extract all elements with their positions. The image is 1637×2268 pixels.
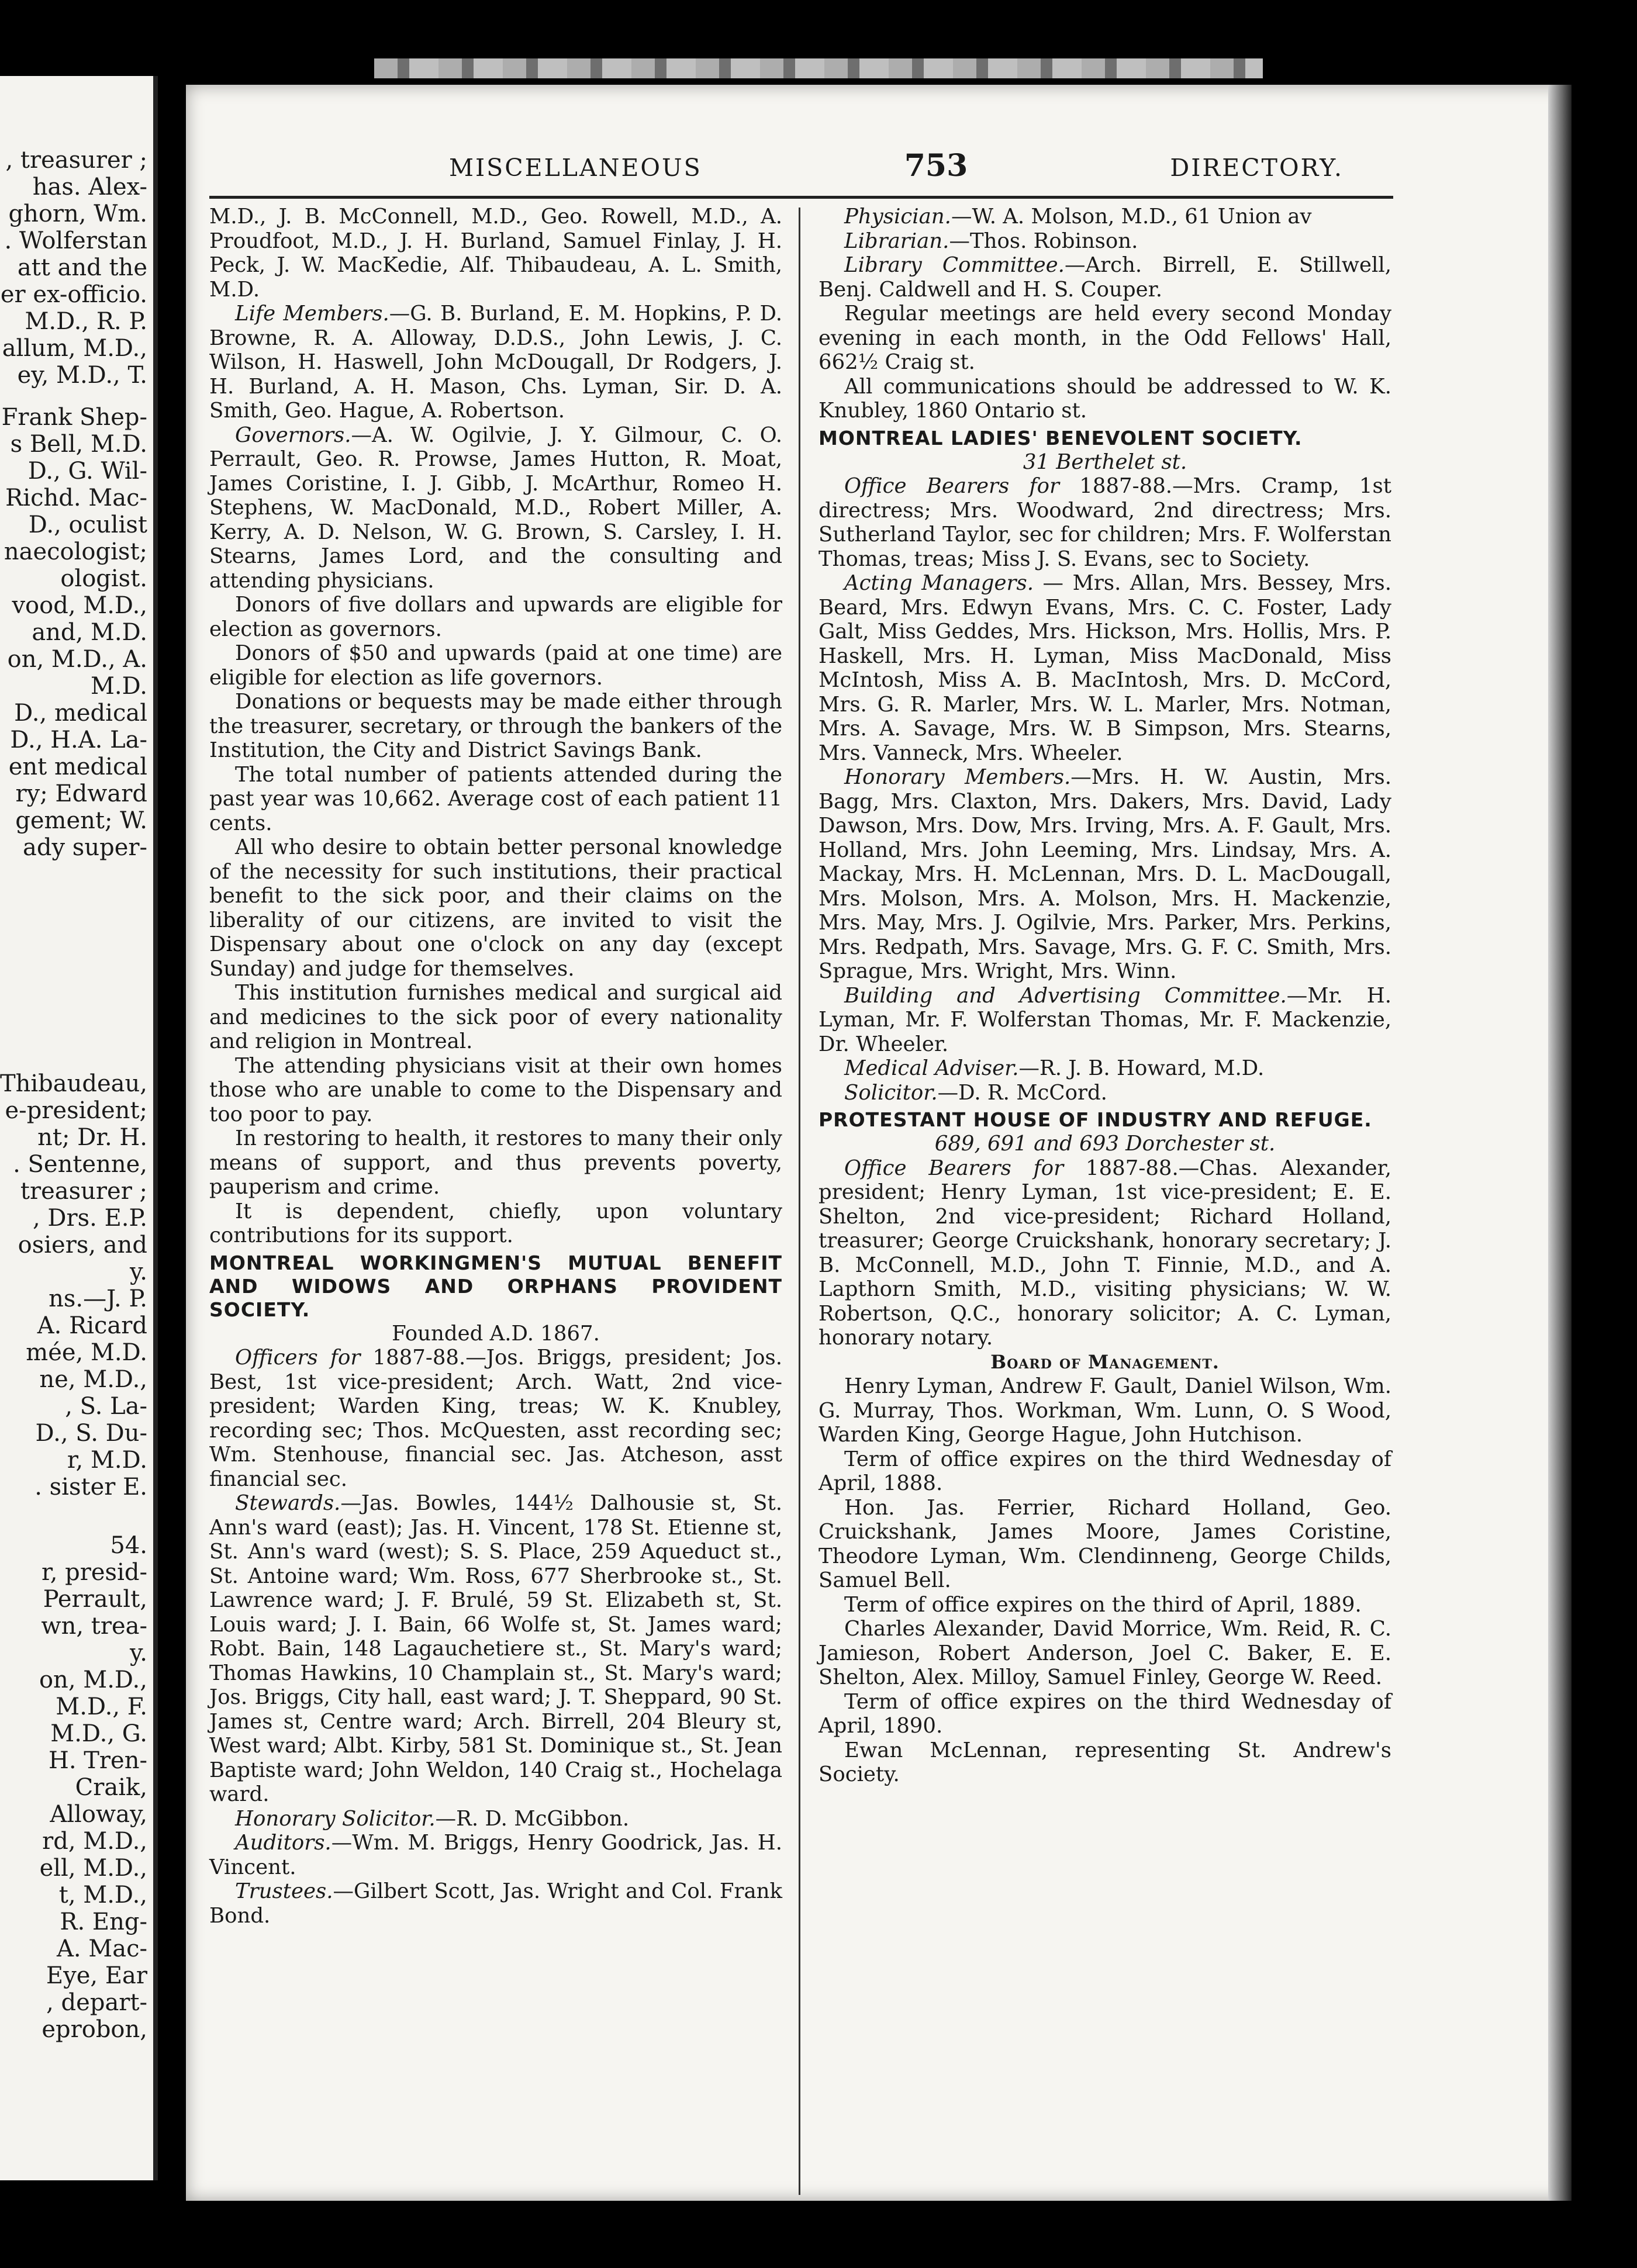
prev-page-line: Craik, [75, 1774, 147, 1801]
section-subtitle [818, 450, 1391, 475]
prev-page-line: er ex-officio. [0, 281, 147, 308]
prev-page-line: H. Tren- [48, 1747, 147, 1774]
prev-page-line: D., G. Wil- [27, 458, 147, 485]
paragraph [818, 1593, 1391, 1617]
paragraph-text: M.D., J. B. McConnell, M.D., Geo. Rowell, M.D., A. Proudfoot, M.D., J. H. Burland, Samuel Finlay, J. H. Peck, J. W. MacKedie, Alf. Thibaudeau, A. L. Smith, M.D. [209, 205, 782, 302]
paragraph [209, 1054, 782, 1127]
paragraph [818, 375, 1391, 423]
entry-label: Acting Managers. [844, 571, 1034, 595]
section-subtitle-text: 31 Berthelet st. [1023, 450, 1187, 474]
paragraph-text: Term of office expires on the third Wednesday of April, 1890. [818, 1689, 1391, 1738]
paragraph [818, 1617, 1391, 1690]
labeled-entry [818, 1156, 1391, 1350]
paragraph-text: All who desire to obtain better personal knowledge of the necessity for such institutions, their practical benefit to the sick poor, and their claims on the liberality of our citizens, are invited to visit the Dispensary about one o'clock on any day (except Sunday) and judge for themselves. [209, 835, 782, 981]
section-heading-text: PROTESTANT HOUSE OF INDUSTRY AND REFUGE. [818, 1108, 1372, 1131]
directory-page [186, 85, 1572, 2201]
paragraph-text: Donations or bequests may be made either through the treasurer, secretary, or through the bankers of the Institution, the City and District Savings Bank. [209, 690, 782, 762]
labeled-entry [818, 205, 1391, 229]
paragraph [818, 1496, 1391, 1593]
prev-page-line: ey, M.D., T. [17, 362, 147, 389]
prev-page-line: M.D., G. [50, 1720, 147, 1747]
entry-label: Governors. [235, 423, 351, 447]
labeled-entry [209, 1831, 782, 1879]
prev-page-line: nt; Dr. H. [37, 1124, 147, 1151]
prev-page-line: naecologist; [4, 538, 147, 565]
prev-page-line: R. Eng- [60, 1909, 147, 1935]
paragraph-text: In restoring to health, it restores to many their only means of support, and thus prevents poverty, pauperism and crime. [209, 1126, 782, 1199]
entry-text: —R. D. McGibbon. [435, 1806, 630, 1831]
entry-label: Office Bearers for [844, 1156, 1064, 1180]
entry-text: —Jas. Bowles, 144½ Dalhousie st, St. Ann's ward (east); Jas. H. Vincent, 178 St. Etienne st, St. Ann's ward (west); S. S. Place, 259 Aqueduct st., St. Antoine ward; Wm. Ross, 677 Sherbrooke st., St. Lawrence ward; J. F. Brulé, 59 St. Elizabeth st, St. Louis ward; J. I. Bain, 66 Wolfe st, St. James ward; Robt. Bain, 148 Lagauchetiere st., St. Mary's ward; Thomas Hawkins, 10 Champlain st., St. Mary's ward; Jos. Briggs, City hall, east ward; J. T. Sheppard, 90 St. James st, Centre ward; Arch. Birrell, 204 Bleury st, West ward; Albt. Kirby, 581 St. Dominique st., St. Jean Baptiste ward; John Weldon, 140 Craig st., Hochelaga ward. [209, 1491, 782, 1806]
prev-page-line: vood, M.D., [12, 592, 147, 619]
entry-label: Physician. [844, 205, 951, 229]
entry-text: —Mr. H. Lyman, Mr. F. Wolferstan Thomas, Mr. F. Mackenzie, Dr. Wheeler. [818, 983, 1392, 1056]
prev-page-line: ns.—J. P. [49, 1285, 147, 1312]
header-right: DIRECTORY. [1170, 154, 1344, 182]
paragraph [209, 835, 782, 981]
labeled-entry [209, 1491, 782, 1807]
section-heading [818, 427, 1391, 450]
prev-page-line: mée, M.D. [26, 1339, 147, 1366]
prev-page-line: ent medical [8, 753, 147, 780]
entry-label: Library Committee. [844, 253, 1065, 277]
page-number: 753 [904, 148, 968, 184]
prev-page-line: wn, trea- [41, 1613, 147, 1640]
prev-page-line: treasurer ; [20, 1178, 147, 1205]
prev-page-line: Richd. Mac- [5, 485, 147, 511]
paragraph-text: Hon. Jas. Ferrier, Richard Holland, Geo. Cruickshank, James Moore, James Coristine, Theodore Lyman, Wm. Clendinneng, George Childs, Samuel Bell. [818, 1495, 1391, 1592]
prev-page-line: M.D. [90, 673, 147, 700]
paragraph [209, 763, 782, 836]
section-subtitle-text: 689, 691 and 693 Dorchester st. [934, 1132, 1276, 1156]
paragraph-text: It is dependent, chiefly, upon voluntary contributions for its support. [209, 1199, 782, 1247]
labeled-entry [209, 302, 782, 423]
paragraph [818, 1374, 1391, 1447]
paragraph-text: Term of office expires on the third Wednesday of April, 1888. [818, 1447, 1391, 1495]
labeled-entry [209, 423, 782, 593]
subheading [818, 1350, 1391, 1375]
labeled-entry [818, 1081, 1391, 1105]
paragraph-text: All communications should be addressed to W. K. Knubley, 1860 Ontario st. [818, 374, 1391, 423]
running-header [449, 148, 1344, 183]
prev-page-line: . Sentenne, [13, 1151, 147, 1178]
prev-page-line: r, presid- [42, 1559, 147, 1586]
paragraph [209, 641, 782, 690]
prev-page-line: . sister E. [34, 1474, 147, 1501]
prev-page-line: , depart- [46, 1989, 147, 2016]
entry-label: Solicitor. [844, 1080, 938, 1105]
paragraph-text: Term of office expires on the third of April, 1889. [844, 1592, 1362, 1617]
prev-page-line: A. Mac- [56, 1935, 147, 1962]
right-column [818, 205, 1391, 1787]
prev-page-line: Frank Shep- [1, 404, 147, 431]
entry-text: 1887-88.—Jos. Briggs, president; Jos. Best, 1st vice-president; Arch. Watt, 2nd vice-president; Warden King, treas; W. K. Knubley, recording sec; Thos. McQuesten, asst recording sec; Wm. Stenhouse, financial sec. Jas. Atcheson, asst financial sec. [209, 1346, 782, 1491]
paragraph [209, 1126, 782, 1199]
entry-text: 1887-88.—Mrs. Cramp, 1st directress; Mrs. Woodward, 2nd directress; Mrs. Sutherland Taylor, sec for children; Mrs. F. Wolferstan Thomas, treas; Miss J. S. Evans, sec to Society. [818, 474, 1391, 571]
prev-page-line: D., H.A. La- [10, 727, 147, 753]
column-divider [799, 208, 800, 2195]
prev-page-line: ologist. [60, 565, 147, 592]
prev-page-line: has. Alex- [32, 174, 147, 200]
prev-page-line: e-president; [5, 1097, 147, 1124]
paragraph [209, 593, 782, 641]
entry-text: —D. R. McCord. [937, 1080, 1107, 1105]
section-heading [209, 1251, 782, 1322]
section-heading [818, 1108, 1391, 1132]
prev-page-line: ady super- [23, 834, 147, 861]
prev-page-line: , treasurer ; [5, 147, 147, 174]
entry-label: Trustees. [235, 1879, 333, 1903]
prev-page-line: Alloway, [50, 1801, 147, 1828]
section-heading-text: MONTREAL LADIES' BENEVOLENT SOCIETY. [818, 426, 1303, 450]
prev-page-line: D., S. Du- [35, 1420, 147, 1447]
paragraph-text: Donors of $50 and upwards (paid at one time) are eligible for election as life governors. [209, 641, 782, 690]
paragraph [209, 981, 782, 1054]
labeled-entry [818, 474, 1391, 571]
prev-page-line: s Bell, M.D. [10, 431, 147, 458]
prev-page-line: gement; W. [15, 807, 147, 834]
paragraph-text: Donors of five dollars and upwards are eligible for election as governors. [209, 593, 782, 641]
prev-page-line: rd, M.D., [42, 1828, 147, 1855]
section-subtitle [209, 1322, 782, 1346]
prev-page-line: t, M.D., [58, 1882, 147, 1909]
paragraph-text: The attending physicians visit at their own homes those who are unable to come to the Dispensary and too poor to pay. [209, 1053, 782, 1126]
prev-page-line: D., medical [14, 700, 147, 727]
paragraph-text: Charles Alexander, David Morrice, Wm. Reid, R. C. Jamieson, Robert Anderson, Joel C. Baker, E. E. Shelton, Alex. Milloy, Samuel Finley, George W. Reed. [818, 1617, 1391, 1689]
prev-page-line: Perrault, [43, 1586, 147, 1613]
prev-page-line: ne, M.D., [39, 1366, 147, 1393]
entry-text: —W. A. Molson, M.D., 61 Union av [951, 205, 1312, 229]
prev-page-line: D., oculist [28, 511, 147, 538]
subheading-text: Board of Management. [990, 1350, 1220, 1373]
entry-label: Medical Adviser. [844, 1056, 1019, 1080]
entry-text: —Gilbert Scott, Jas. Wright and Col. Frank Bond. [209, 1879, 782, 1928]
prev-page-line: M.D., R. P. [25, 308, 147, 335]
entry-label: Stewards. [235, 1491, 341, 1515]
page-edge-shadow [1548, 85, 1572, 2201]
paragraph [818, 1447, 1391, 1496]
prev-page-line: osiers, and [18, 1232, 147, 1259]
entry-text: —A. W. Ogilvie, J. Y. Gilmour, C. O. Perrault, Geo. R. Prowse, James Hutton, R. Moat, James Coristine, I. J. Gibb, J. McArthur, Romeo H. Stephens, W. MacDonald, M.D., Robert Miller, A. Kerry, A. D. Nelson, W. G. Brown, S. Carsley, I. H. Stearns, James Lord, and the consulting and attending physicians. [209, 423, 782, 593]
prev-page-line: on, M.D., A. [7, 646, 147, 673]
entry-text: 1887-88.—Chas. Alexander, president; Henry Lyman, 1st vice-president; E. E. Shelton, 2nd vice-president; Richard Holland, treasurer; George Cruickshank, honorary secretary; J. B. McConnell, M.D., John T. Finnie, M.D., and A. Lapthorn Smith, M.D., visiting physicians; W. W. Robertson, Q.C., honorary solicitor; A. C. Lyman, honorary notary. [818, 1156, 1391, 1350]
prev-page-line: and, M.D. [32, 619, 147, 646]
section-heading-text: MONTREAL WORKINGMEN'S MUTUAL BENEFIT AND WIDOWS AND ORPHANS PROVIDENT SOCIETY. [209, 1251, 782, 1321]
labeled-entry [818, 765, 1391, 984]
paragraph [209, 690, 782, 763]
entry-label: Office Bearers for [844, 474, 1059, 498]
prev-page-line: Eye, Ear [46, 1962, 147, 1989]
prev-page-line: eprobon, [42, 2016, 147, 2043]
entry-text: —Mrs. H. W. Austin, Mrs. Bagg, Mrs. Claxton, Mrs. Dakers, Mrs. David, Lady Dawson, Mrs. Dow, Mrs. Irving, Mrs. A. F. Gault, Mrs. Holland, Mrs. John Leeming, Mrs. Lindsay, Mrs. A. Mackay, Mrs. H. McLennan, Mrs. D. L. MacDougall, Mrs. Molson, Mrs. A. Molson, Mrs. H. Mackenzie, Mrs. May, Mrs. J. Ogilvie, Mrs. Parker, Mrs. Perkins, Mrs. Redpath, Mrs. Savage, Mrs. G. F. C. Smith, Mrs. Sprague, Mrs. Wright, Mrs. Winn. [818, 765, 1391, 983]
entry-text: — Mrs. Allan, Mrs. Bessey, Mrs. Beard, Mrs. Edwyn Evans, Mrs. C. C. Foster, Lady Galt, Miss Geddes, Mrs. Hickson, Mrs. Hollis, Mrs. P. Haskell, Mrs. H. Lyman, Miss MacDonald, Miss McIntosh, Miss A. B. MacIntosh, Mrs. D. McCord, Mrs. G. R. Marler, Mrs. W. L. Marler, Mrs. Notman, Mrs. A. Savage, Mrs. W. B Simpson, Mrs. Stearns, Mrs. Vanneck, Mrs. Wheeler. [818, 571, 1391, 765]
prev-page-line: , S. La- [65, 1393, 147, 1420]
prev-page-line: y. [130, 1640, 147, 1667]
prev-page-line: Thibaudeau, [0, 1070, 147, 1097]
section-subtitle [818, 1132, 1391, 1156]
left-column [209, 205, 782, 1928]
labeled-entry [818, 229, 1391, 254]
labeled-entry [818, 571, 1391, 765]
prev-page-line: . Wolferstan [4, 227, 147, 254]
entry-label: Officers for [235, 1346, 361, 1370]
scan-top-strip [374, 58, 1263, 78]
prev-page-line: , Drs. E.P. [32, 1205, 147, 1232]
prev-page-line: ghorn, Wm. [8, 200, 147, 227]
paragraph [818, 1690, 1391, 1738]
entry-text: —Arch. Birrell, E. Stillwell, Benj. Caldwell and H. S. Couper. [818, 253, 1391, 302]
entry-text: —Thos. Robinson. [949, 229, 1138, 253]
paragraph-text: Henry Lyman, Andrew F. Gault, Daniel Wilson, Wm. G. Murray, Thos. Workman, Wm. Lunn, O. S Wood, Warden King, George Hague, John Hutchison. [818, 1374, 1391, 1447]
paragraph-text: Regular meetings are held every second Monday evening in each month, in the Odd Fellows' Hall, 662½ Craig st. [818, 302, 1391, 374]
entry-label: Honorary Members. [844, 765, 1071, 789]
entry-text: —R. J. B. Howard, M.D. [1018, 1056, 1265, 1080]
paragraph [818, 302, 1391, 375]
prev-page-line: M.D., F. [56, 1693, 147, 1720]
prev-page-line: 54. [110, 1532, 147, 1559]
entry-text: —Wm. M. Briggs, Henry Goodrick, Jas. H. Vincent. [209, 1831, 782, 1879]
labeled-entry [209, 1346, 782, 1491]
labeled-entry [209, 1879, 782, 1928]
prev-page-line: ry; Edward [15, 780, 147, 807]
paragraph [818, 1738, 1391, 1787]
section-subtitle-text: Founded A.D. 1867. [392, 1321, 600, 1346]
entry-label: Auditors. [235, 1831, 331, 1855]
paragraph [209, 1199, 782, 1248]
prev-page-line: att and the [17, 254, 147, 281]
labeled-entry [818, 984, 1391, 1057]
prev-page-line: on, M.D., [39, 1667, 147, 1693]
paragraph-text: This institution furnishes medical and surgical aid and medicines to the sick poor of every nationality and religion in Montreal. [209, 981, 782, 1053]
labeled-entry [818, 1056, 1391, 1081]
entry-label: Building and Advertising Committee. [844, 983, 1287, 1008]
prev-page-line: y. [130, 1259, 147, 1285]
prev-page-line: allum, M.D., [2, 335, 147, 362]
paragraph-text: The total number of patients attended during the past year was 10,662. Average cost of each patient 11 cents. [209, 762, 782, 835]
previous-page-fragment [0, 76, 158, 2180]
prev-page-line: r, M.D. [67, 1447, 147, 1474]
paragraph-text: Ewan McLennan, representing St. Andrew's Society. [818, 1738, 1391, 1786]
entry-label: Librarian. [844, 229, 949, 253]
paragraph [209, 205, 782, 302]
entry-text: —G. B. Burland, E. M. Hopkins, P. D. Browne, R. A. Alloway, D.D.S., John Lewis, J. C. Wilson, H. Haswell, John McDougall, Dr Rodgers, J. H. Burland, A. H. Mason, Chs. Lyman, Sir. D. A. Smith, Geo. Hague, A. Robertson. [209, 302, 782, 423]
prev-page-line: A. Ricard [37, 1312, 147, 1339]
prev-page-line: ell, M.D., [39, 1855, 147, 1882]
labeled-entry [818, 253, 1391, 302]
entry-label: Life Members. [235, 302, 389, 326]
header-rule [209, 196, 1393, 199]
entry-label: Honorary Solicitor. [235, 1806, 436, 1831]
header-left: MISCELLANEOUS [449, 154, 702, 182]
labeled-entry [209, 1807, 782, 1831]
